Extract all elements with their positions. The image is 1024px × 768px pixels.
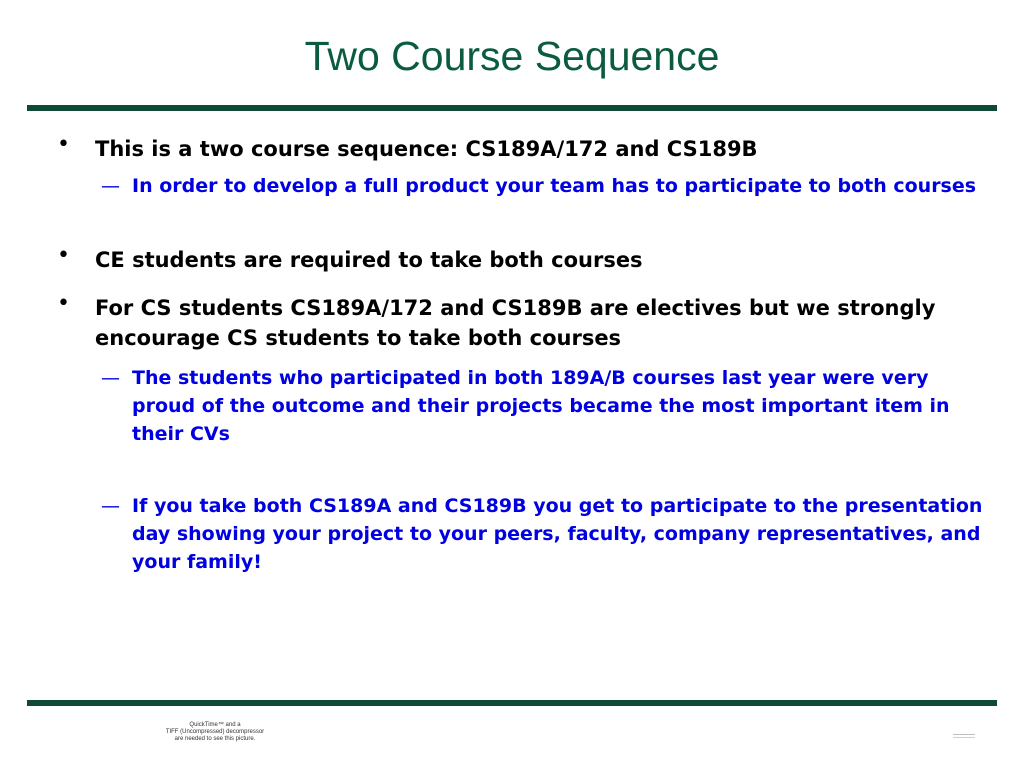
sub-marker: — <box>101 175 120 197</box>
quicktime-line: are needed to see this picture. <box>174 736 256 742</box>
bullet-marker: • <box>57 243 70 268</box>
bullet-text: For CS students CS189A/172 and CS189B are electives but we strongly encourage CS students to take both courses <box>95 296 936 350</box>
sub-text: In order to develop a full product your team has to participate to both courses <box>132 175 977 197</box>
quicktime-line: TIFF (Uncompressed) decompressor <box>165 729 265 735</box>
bottom-divider <box>27 700 997 706</box>
corner-mark <box>953 734 975 738</box>
bullet-marker: • <box>57 132 70 157</box>
sub-text: If you take both CS189A and CS189B you get to participate to the presentation day showing your project to your peers, faculty, company representatives, and your family! <box>132 495 983 573</box>
quicktime-placeholder <box>155 722 275 743</box>
sub-text: The students who participated in both 189A/B courses last year were very proud of the outcome and their projects became the most important item in their CVs <box>132 367 950 445</box>
top-divider <box>27 105 997 111</box>
slide-title: Two Course Sequence <box>304 33 720 79</box>
bullet-text: CE students are required to take both courses <box>95 248 643 272</box>
bullet-text: This is a two course sequence: CS189A/172 and CS189B <box>95 137 758 161</box>
quicktime-line: QuickTime™ and a <box>189 722 241 728</box>
sub-marker: — <box>101 495 120 517</box>
bullet-marker: • <box>57 291 70 316</box>
sub-marker: — <box>101 367 120 389</box>
